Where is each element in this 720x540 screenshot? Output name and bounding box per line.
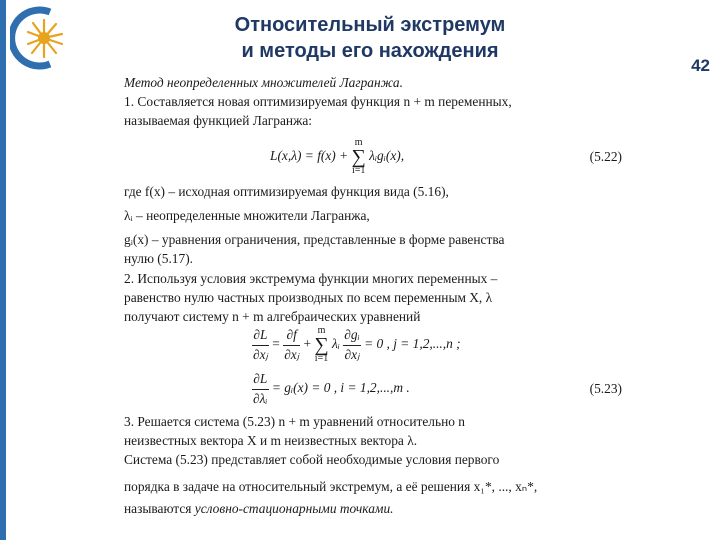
step2-line3: получают систему n + m алгебраических уравнений xyxy=(124,309,421,324)
left-accent-bar xyxy=(0,0,6,540)
where-line3a: gᵢ(x) – уравнения ограничения, представленные в форме равенства xyxy=(124,232,505,247)
slide-title xyxy=(170,12,570,64)
eq522-right: λᵢgᵢ(x), xyxy=(369,148,405,164)
system-line3: называются условно-стационарными точками. xyxy=(124,501,394,516)
equation-partial-x: $\frac{\partial L}{\text{∂xⱼ}}$ = $\frac{\partial f}{\text{∂xⱼ}}$ + m ∑ i=1 λᵢ $\frac{\text{∂gᵢ}}{\text{∂xⱼ}}$ = 0 , j = 1,2,...,n ; xyxy=(253,325,461,365)
stationary-points-term: условно-стационарными точками. xyxy=(194,501,394,516)
frac-dL-dlambda: $\frac{\partial L}{\text{∂λᵢ}}$ xyxy=(253,371,268,406)
sum-symbol: m ∑ i=1 xyxy=(351,137,366,176)
equation-partial-lambda: $\frac{\partial L}{\text{∂λᵢ}}$ = gᵢ(x) = 0 , i = 1,2,...,m . xyxy=(252,370,410,408)
slide-title-line-2: и методы его нахождения xyxy=(241,40,499,62)
eq-number-5-23: (5.23) xyxy=(589,381,622,396)
frac-df-dx: $\frac{\partial f}{\text{∂xⱼ}}$ xyxy=(284,327,300,362)
step1-line2: называемая функцией Лагранжа: xyxy=(124,113,312,128)
sum-bottom: i=1 xyxy=(351,165,366,176)
step3-line2: неизвестных вектора X и m неизвестных вектора λ. xyxy=(124,433,418,448)
sum-top: m xyxy=(354,137,363,148)
sum-symbol: m ∑ i=1 xyxy=(314,325,329,365)
equation-5-22 xyxy=(270,138,404,176)
frac-dg-dx: $\frac{\text{∂gᵢ}}{\text{∂xⱼ}}$ xyxy=(344,327,360,362)
method-heading: Метод неопределенных множителей Лагранжа. xyxy=(124,75,403,90)
where-line1: где f(x) – исходная оптимизируемая функция вида (5.16), xyxy=(124,184,449,199)
step2-line2: равенство нулю частных производных по всем переменным X, λ xyxy=(124,290,493,305)
scanned-text-block xyxy=(124,74,622,522)
eq-number-5-22: (5.22) xyxy=(589,149,622,164)
where-line2: λᵢ – неопределенные множители Лагранжа, xyxy=(124,208,370,223)
eq522-left: L(x,λ) = f(x) + xyxy=(270,148,349,164)
system-line2: порядка в задаче на относительный экстремум, а её решения x₁*, ..., xₙ*, xyxy=(124,479,538,494)
slide-title-line-1: Относительный экстремум xyxy=(234,14,506,36)
step2-line1: 2. Используя условия экстремума функции многих переменных – xyxy=(124,271,498,286)
page-number: 42 xyxy=(691,56,710,75)
step3-line1: 3. Решается система (5.23) n + m уравнений относительно n xyxy=(124,414,465,429)
system-line1: Система (5.23) представляет собой необходимые условия первого xyxy=(124,452,500,467)
where-line3b: нулю (5.17). xyxy=(124,251,194,266)
sun-logo-icon xyxy=(10,6,74,70)
frac-dL-dx: $\frac{\partial L}{\text{∂xⱼ}}$ xyxy=(253,327,268,362)
step1-line1: 1. Составляется новая оптимизируемая функция n + m переменных, xyxy=(124,94,512,109)
